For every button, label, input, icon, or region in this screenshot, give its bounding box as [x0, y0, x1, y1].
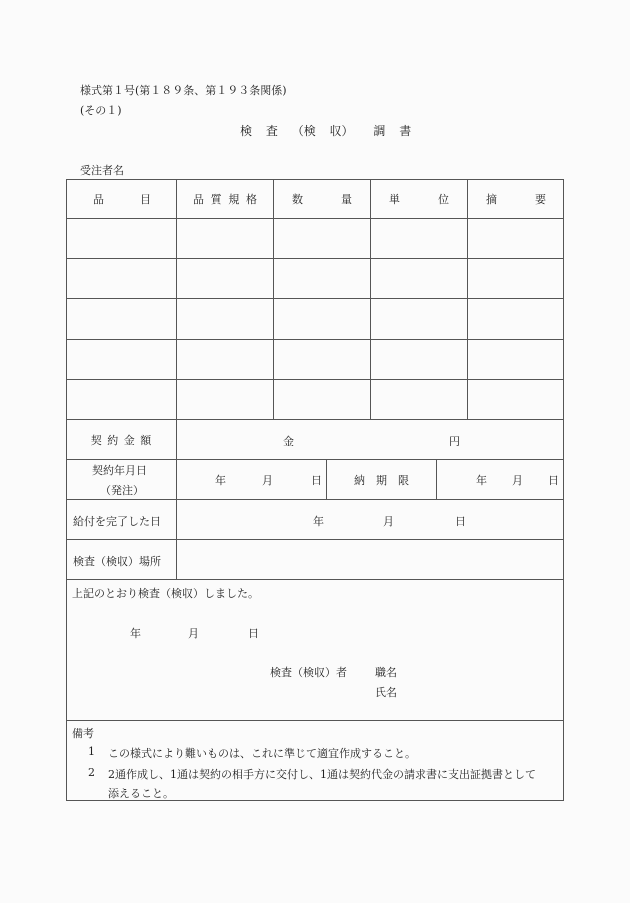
summary-cell[interactable] — [468, 219, 563, 258]
quality-spec-cell[interactable] — [177, 380, 273, 419]
contract-amount-label — [67, 420, 176, 459]
delivery-deadline-label — [327, 460, 436, 499]
certification-day-unit: 日 — [248, 627, 259, 640]
title-char: 調 — [373, 124, 386, 138]
title-char: 書 — [399, 124, 412, 138]
inspection-place-label: 検査（検収）場所 — [73, 555, 161, 568]
quality-spec-cell[interactable] — [177, 219, 273, 258]
position-label: 職名 — [375, 666, 397, 679]
certification-statement: 上記のとおり検査（検収）しました。 — [72, 587, 259, 600]
remark-text: 2通作成し、1通は契約の相手方に交付し、1通は契約代金の請求書に支出証拠書として — [108, 768, 536, 781]
contract-month-unit: 月 — [262, 474, 273, 487]
delivery-deadline-field[interactable] — [437, 460, 563, 499]
column-header-item — [93, 179, 151, 218]
unit-cell[interactable] — [371, 219, 467, 258]
inspection-place-field[interactable] — [177, 540, 563, 579]
remark-text: この様式により難いものは、これに準じて適宜作成すること。 — [108, 747, 416, 760]
name-label: 氏名 — [375, 686, 397, 699]
column-header-quality-spec — [193, 179, 257, 218]
item-cell[interactable] — [67, 380, 176, 419]
completion-year-unit: 年 — [313, 515, 324, 528]
contract-year-unit: 年 — [215, 474, 226, 487]
label-text: 契 約 金 額 — [90, 433, 153, 447]
header-char: 要 — [535, 192, 546, 206]
item-cell[interactable] — [67, 299, 176, 339]
contract-date-label: 契約年月日 — [92, 464, 147, 477]
table-border-right — [563, 179, 564, 801]
contract-day-unit: 日 — [311, 474, 322, 487]
header-char: 数 — [292, 192, 303, 206]
item-cell[interactable] — [67, 340, 176, 379]
quality-spec-cell[interactable] — [177, 259, 273, 298]
contract-date-sublabel: （発注） — [100, 484, 144, 497]
header-char: 品 — [193, 192, 204, 206]
label-text: 納 期 限 — [354, 473, 409, 487]
form-subnumber: (その１) — [80, 104, 122, 117]
completion-month-unit: 月 — [383, 515, 394, 528]
form-reference: 様式第１号(第１８９条、第１９３条関係) — [80, 84, 287, 97]
contract-amount-suffix: 円 — [449, 435, 460, 448]
completion-date-field[interactable] — [177, 500, 563, 539]
remark-text-continued: 添えること。 — [108, 787, 174, 800]
quantity-cell[interactable] — [274, 380, 370, 419]
unit-cell[interactable] — [371, 340, 467, 379]
contract-date-field[interactable] — [177, 460, 326, 499]
title-char: 査 — [265, 124, 278, 138]
header-char: 目 — [140, 192, 151, 206]
quantity-cell[interactable] — [274, 340, 370, 379]
column-header-quantity — [292, 179, 352, 218]
header-char: 摘 — [486, 192, 497, 206]
title-char: （検 — [291, 124, 316, 138]
quantity-cell[interactable] — [274, 219, 370, 258]
row-line — [66, 579, 564, 580]
completion-day-unit: 日 — [455, 515, 466, 528]
deadline-day-unit: 日 — [548, 474, 559, 487]
header-char: 位 — [438, 192, 449, 206]
completion-date-label: 給付を完了した日 — [73, 515, 161, 528]
inspector-label: 検査（検収）者 — [270, 666, 347, 679]
header-char: 規 — [228, 192, 240, 206]
quality-spec-cell[interactable] — [177, 340, 273, 379]
deadline-month-unit: 月 — [512, 474, 523, 487]
unit-cell[interactable] — [371, 259, 467, 298]
deadline-year-unit: 年 — [476, 474, 487, 487]
remark-number: 2 — [88, 766, 95, 779]
unit-cell[interactable] — [371, 299, 467, 339]
remark-number: 1 — [88, 745, 95, 758]
certification-year-unit: 年 — [130, 627, 141, 640]
column-header-unit — [389, 179, 449, 218]
column-header-summary — [486, 179, 546, 218]
contractor-name-label: 受注者名 — [80, 164, 124, 177]
summary-cell[interactable] — [468, 299, 563, 339]
quality-spec-cell[interactable] — [177, 299, 273, 339]
document-title — [240, 122, 411, 139]
item-cell[interactable] — [67, 219, 176, 258]
title-char: 検 — [240, 124, 253, 138]
contract-amount-prefix: 金 — [283, 435, 294, 448]
summary-cell[interactable] — [468, 380, 563, 419]
row-line — [66, 720, 564, 721]
title-char: 収） — [329, 124, 354, 138]
header-char: 量 — [341, 192, 352, 206]
quantity-cell[interactable] — [274, 299, 370, 339]
summary-cell[interactable] — [468, 340, 563, 379]
remarks-title: 備考 — [72, 727, 94, 740]
item-cell[interactable] — [67, 259, 176, 298]
contract-amount-field[interactable] — [300, 420, 440, 459]
unit-cell[interactable] — [371, 380, 467, 419]
certification-month-unit: 月 — [188, 627, 199, 640]
quantity-cell[interactable] — [274, 259, 370, 298]
header-char: 質 — [210, 192, 222, 206]
summary-cell[interactable] — [468, 259, 563, 298]
header-char: 品 — [93, 192, 104, 206]
header-char: 格 — [245, 192, 257, 206]
header-char: 単 — [389, 192, 400, 206]
